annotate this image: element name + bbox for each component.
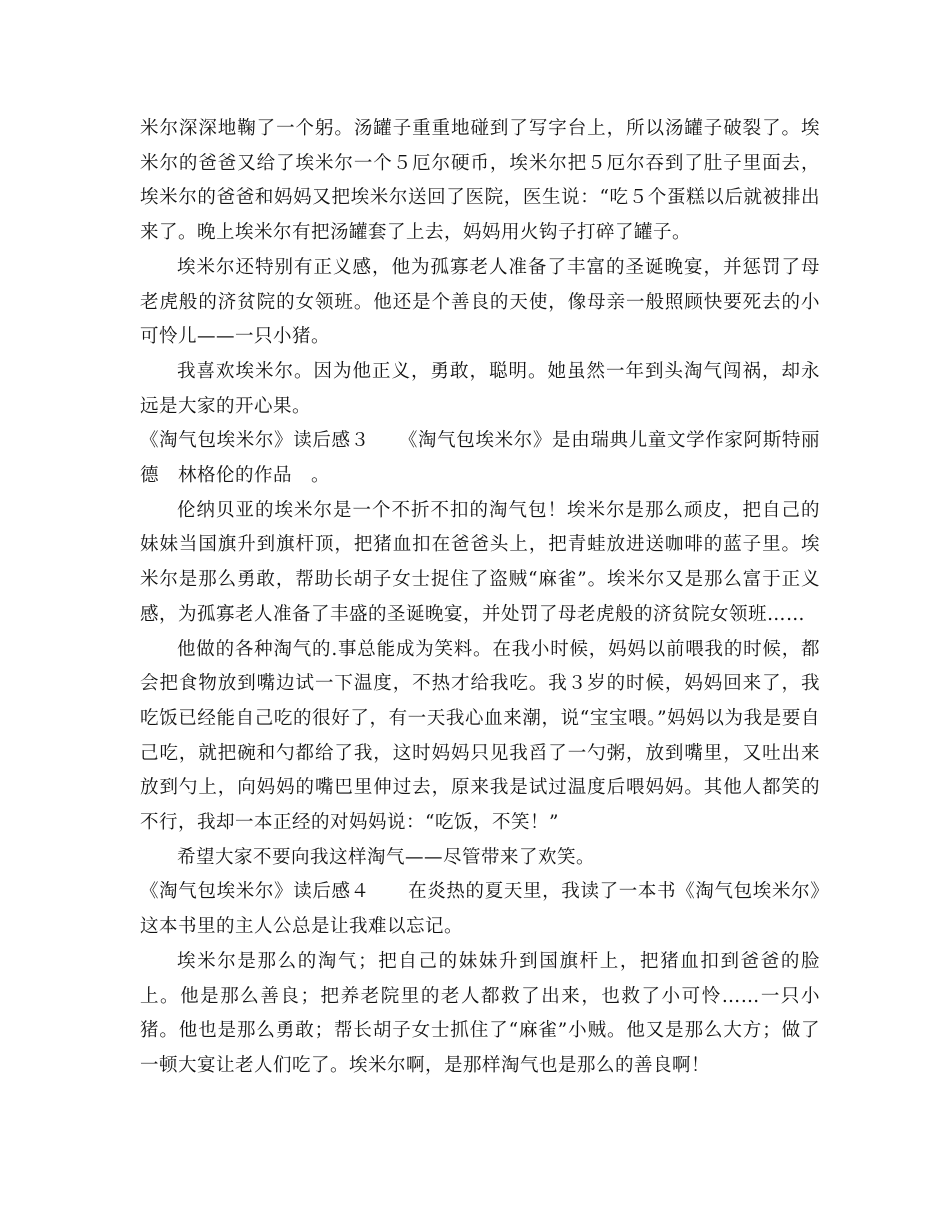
paragraph-hope: 希望大家不要向我这样淘气——尽管带来了欢笑。	[177, 846, 596, 868]
paragraph-like-emil: 我喜欢埃米尔。因为他正义，勇敢，聪明。她虽然一年到头淘气闯祸，却永远是大家的开心果。	[140, 360, 820, 417]
document-page	[140, 112, 820, 1084]
paragraph-childhood-story: 他做的各种淘气的.事总能成为笑料。在我小时候，妈妈以前喂我的时候，都会把食物放到嘴边试一下温度，不热才给我吃。我３岁的时候，妈妈回来了，我吃饭已经能自己吃的很好了，有一天我心血来潮，说“宝宝喂。”妈妈以为我是要自己吃，就把碗和勺都给了我，这时妈妈只见我舀了一勺粥，放到嘴里，又吐出来放到勺上，向妈妈的嘴巴里伸过去，原来我是试过温度后喂妈妈。其他人都笑的不行，我却一本正经的对妈妈说：“吃饭，不笑！”	[140, 638, 820, 834]
essay-heading-3: 《淘气包埃米尔》读后感３ 《淘气包埃米尔》是由瑞典儿童文学作家阿斯特丽德 林格伦的作品 。	[140, 430, 820, 487]
paragraph-naughty-kind: 埃米尔是那么的淘气；把自己的妹妹升到国旗杆上，把猪血扣到爸爸的脸上。他是那么善良；把养老院里的老人都救了出来，也救了小可怜……一只小猪。他也是那么勇敢；帮长胡子女士抓住了“麻雀”小贼。他又是那么大方；做了一顿大宴让老人们吃了。埃米尔啊，是那样淘气也是那么的善良啊！	[140, 950, 820, 1076]
paragraph-continuation: 米尔深深地鞠了一个躬。汤罐子重重地碰到了写字台上，所以汤罐子破裂了。埃米尔的爸爸又给了埃米尔一个５厄尔硬币，埃米尔把５厄尔吞到了肚子里面去，埃米尔的爸爸和妈妈又把埃米尔送回了医院，医生说：“吃５个蛋糕以后就被排出来了。晚上埃米尔有把汤罐套了上去，妈妈用火钩子打碎了罐子。	[140, 118, 820, 244]
paragraph-lonneberga: 伦纳贝亚的埃米尔是一个不折不扣的淘气包！埃米尔是那么顽皮，把自己的妹妹当国旗升到旗杆顶，把猪血扣在爸爸头上，把青蛙放进送咖啡的蓝子里。埃米尔是那么勇敢，帮助长胡子女士捉住了盗贼“麻雀”。埃米尔又是那么富于正义感，为孤寡老人准备了丰盛的圣诞晚宴，并处罚了母老虎般的济贫院女领班……	[140, 499, 820, 625]
essay-heading-4: 《淘气包埃米尔》读后感４ 在炎热的夏天里，我读了一本书《淘气包埃米尔》这本书里的主人公总是让我难以忘记。	[140, 881, 820, 938]
paragraph-justice: 埃米尔还特别有正义感，他为孤寡老人准备了丰富的圣诞晚宴，并惩罚了母老虎般的济贫院的女领班。他还是个善良的天使，像母亲一般照顾快要死去的小可怜儿——一只小猪。	[140, 256, 820, 348]
